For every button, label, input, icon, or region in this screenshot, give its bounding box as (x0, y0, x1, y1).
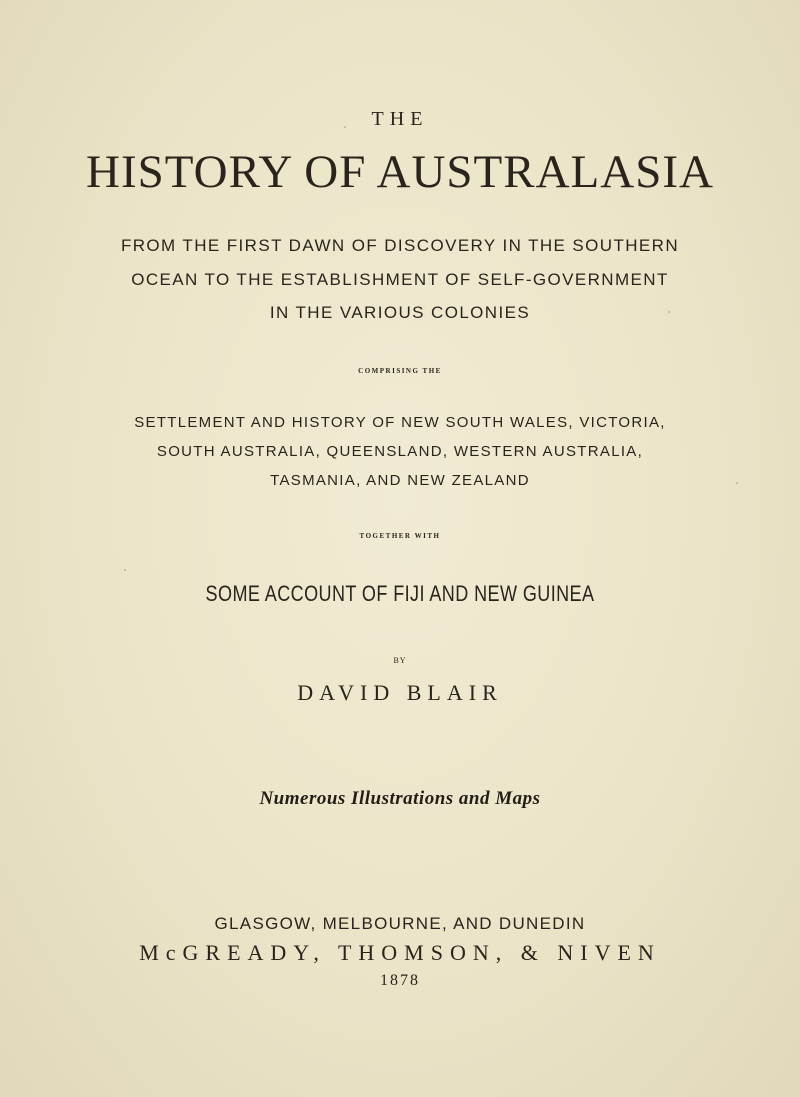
paper-speck (668, 311, 670, 313)
settlement-line-3: TASMANIA, AND NEW ZEALAND (270, 472, 530, 489)
publisher-cities: GLASGOW, MELBOURNE, AND DUNEDIN (214, 914, 586, 933)
settlement-line-1: SETTLEMENT AND HISTORY OF NEW SOUTH WALES, VICTORIA, (134, 414, 666, 431)
supplementary-title: SOME ACCOUNT OF FIJI AND NEW GUINEA (205, 581, 595, 606)
paper-speck (736, 482, 738, 484)
publication-year: 1878 (380, 972, 420, 989)
comprising-label: COMPRISING THE (358, 367, 442, 375)
together-with-label: TOGETHER WITH (359, 532, 441, 540)
illustrations-note: Numerous Illustrations and Maps (259, 788, 541, 809)
author-name: DAVID BLAIR (297, 680, 503, 705)
subtitle-line-2: OCEAN TO THE ESTABLISHMENT OF SELF-GOVERNMENT (131, 270, 669, 289)
settlement-line-2: SOUTH AUSTRALIA, QUEENSLAND, WESTERN AUSTRALIA, (156, 443, 644, 460)
paper-speck (344, 126, 346, 128)
book-title: HISTORY OF AUSTRALASIA (86, 146, 714, 198)
by-label: BY (393, 656, 407, 665)
paper-speck (124, 569, 126, 571)
subtitle-line-3: IN THE VARIOUS COLONIES (269, 303, 531, 322)
publisher-name: McGREADY, THOMSON, & NIVEN (139, 940, 661, 965)
title-article: THE (371, 108, 429, 130)
subtitle-line-1: FROM THE FIRST DAWN OF DISCOVERY IN THE SOUTHERN (120, 236, 680, 255)
